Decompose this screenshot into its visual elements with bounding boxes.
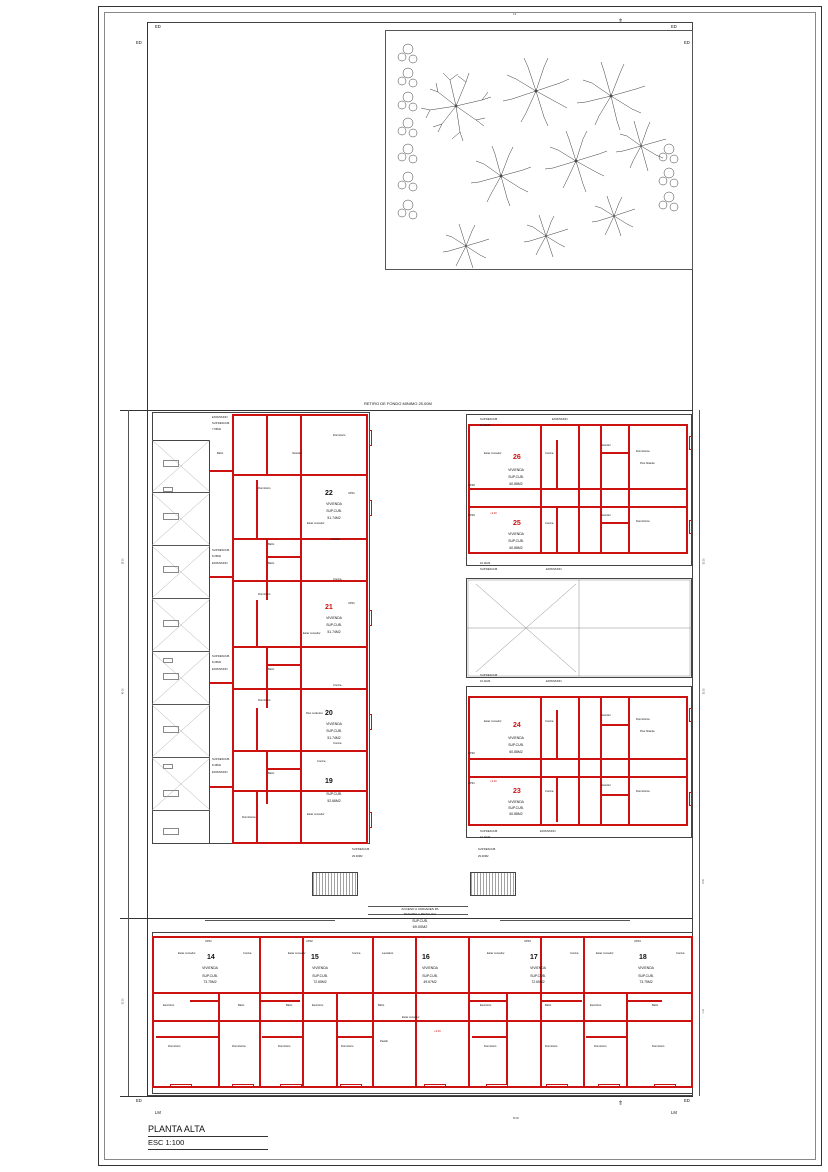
corner-mark-ed-2: ED xyxy=(671,24,677,29)
unit-25-room-cocina: Cocina xyxy=(545,522,554,525)
unit-22-room-bano-2: Baño xyxy=(217,452,224,455)
unit-25-area: 60.88M2 xyxy=(509,546,523,550)
south-window-5 xyxy=(424,1084,446,1087)
east-wall-h-a xyxy=(600,452,628,454)
right-dim-1: 50.00 xyxy=(703,558,706,565)
unit-number-17: 17 xyxy=(530,954,538,961)
east-terrace-value-1: 16.11M2 xyxy=(480,424,491,427)
unit-20-room-dorm: Dormitorio xyxy=(258,699,271,702)
west-window-4 xyxy=(369,714,372,730)
east-s-wall-v-3 xyxy=(578,696,580,826)
north-arrow-bottom: ⇑ xyxy=(618,1101,624,1107)
unit-number-16: 16 xyxy=(422,954,430,961)
unit-number-18: 18 xyxy=(639,954,647,961)
corner-mark-ed-3: ED xyxy=(136,40,142,45)
unit-26-area-label: SUP.CUB. xyxy=(508,475,524,479)
unit-19-area-label: SUP.CUB. xyxy=(326,792,342,796)
unit-25-door-tag: UP29 xyxy=(468,514,475,517)
east-s-wall-h-mid xyxy=(468,758,688,760)
unit-23-area: 60.88M2 xyxy=(509,812,523,816)
corner-mark-lm-1: LM xyxy=(155,1110,161,1115)
east-window-4 xyxy=(689,792,692,806)
unit-17-room-dorm-2: Dormitorio xyxy=(545,1045,558,1048)
unit-15-room-cocina: Cocina xyxy=(352,952,361,955)
unit-22-kind: VIVIENDA xyxy=(326,502,342,506)
west-terrace-label-2: SUP.DESCUB. xyxy=(212,549,230,552)
unit-17-door-tag: UP03 xyxy=(524,940,531,943)
unit-20-kind: VIVIENDA xyxy=(326,722,342,726)
east-wall-h-top xyxy=(468,424,688,426)
west-terrace-label-4: SUP.DESCUB. xyxy=(212,758,230,761)
unit-20-room-piso: Piso cerámico xyxy=(306,712,323,715)
east-wall-v-8 xyxy=(556,508,558,552)
unit-14-area: 73.75M2 xyxy=(203,980,217,984)
unit-22-room-dorm: Dormitorio xyxy=(258,487,271,490)
west-terrace-label-3: SUP.DESCUB. xyxy=(212,655,230,658)
unit-15-room-dorm-2: Dormitorio xyxy=(341,1045,354,1048)
east-wall-h-mid xyxy=(468,488,688,490)
south-window-3 xyxy=(280,1084,302,1087)
unit-14-room-bano: Baño xyxy=(238,1004,245,1007)
south-wall-h-a xyxy=(190,1000,218,1002)
unit-15-room-bano: Baño xyxy=(286,1004,293,1007)
unit-18-room-cocina: Cocina xyxy=(676,952,685,955)
west-terrace-tag-3: EXPANSION xyxy=(212,668,228,671)
west-wall-h-3 xyxy=(232,580,368,582)
unit-17-room-escritorio: Escritorio xyxy=(480,1004,492,1007)
south-wall-h-g xyxy=(262,1036,302,1038)
unit-number-21: 21 xyxy=(325,604,333,611)
dim-line-south xyxy=(120,1096,693,1097)
south-wall-h-b xyxy=(260,1000,300,1002)
unit-24-room-piso: Piso flotante xyxy=(640,730,655,733)
south-wall-h-mid2 xyxy=(152,1020,693,1022)
south-wall-v-6 xyxy=(540,936,542,1088)
unit-14-room-cocina: Cocina xyxy=(243,952,252,955)
unit-22-room-bano: Baño xyxy=(268,543,275,546)
unit-14-room-dorm-2: Dormitorios xyxy=(232,1045,246,1048)
south-window-2 xyxy=(232,1084,254,1087)
south-wall-h-e xyxy=(628,1000,662,1002)
west-wall-stub-3 xyxy=(210,682,234,684)
unit-24-kind: VIVIENDA xyxy=(508,736,524,740)
west-wall-v-left xyxy=(232,414,234,844)
south-wall-h-i xyxy=(472,1036,506,1038)
east-s-wall-v-6 xyxy=(686,696,688,826)
unit-15-room-dorm: Dormitorio xyxy=(278,1045,291,1048)
access-note-2: PASARELA METALICA xyxy=(403,912,437,916)
unit-24-room-estar: Estar comedor xyxy=(484,720,502,723)
courtyard-value-1: 29.30M2 xyxy=(352,855,363,858)
east-terrace-tag-4: EXPANSION xyxy=(540,830,556,833)
south-wall-v-9 xyxy=(218,994,220,1086)
unit-16-kind: VIVIENDA xyxy=(422,966,438,970)
unit-17-area-label: SUP.CUB. xyxy=(530,974,546,978)
unit-15-area-label: SUP.CUB. xyxy=(312,974,328,978)
north-arrow-top: ⇑ xyxy=(618,19,624,25)
unit-19-room-estar: Estar comedor xyxy=(307,813,325,816)
west-window-2 xyxy=(369,500,372,516)
left-dim-3: 50.00 xyxy=(122,998,125,1005)
west-wall-v-bath2 xyxy=(256,600,258,646)
unit-26-room-piso: Piso flotante xyxy=(640,462,655,465)
west-wall-h-4 xyxy=(232,646,368,648)
unit-17-kind: VIVIENDA xyxy=(530,966,546,970)
unit-25-room-dormitorios: Dormitorios xyxy=(636,520,650,523)
unit-21-door-tag: UP01 xyxy=(348,602,355,605)
unit-18-area-label: SUP.CUB. xyxy=(638,974,654,978)
east-s-wall-h-mid2 xyxy=(468,776,688,778)
unit-24-room-dormitorios: Dormitorios xyxy=(636,718,650,721)
access-area-label: SUP.CUB. xyxy=(412,919,428,923)
unit-number-14: 14 xyxy=(207,954,215,961)
east-terrace-value-2: 16.11M2 xyxy=(480,562,491,565)
unit-22-room-estar: Estar comedor xyxy=(307,522,325,525)
south-window-6 xyxy=(486,1084,508,1087)
unit-22-door-tag: UP01 xyxy=(348,492,355,495)
east-window-1 xyxy=(689,436,692,450)
access-note-1: ACCESO A UNIDADES PA xyxy=(401,907,439,911)
bottom-dimension: 50.00 xyxy=(513,1118,519,1120)
west-wall-stub-1 xyxy=(210,470,234,472)
unit-number-15: 15 xyxy=(311,954,319,961)
south-window-8 xyxy=(598,1084,620,1087)
unit-22-room-vestidor: Vestidor xyxy=(292,452,302,455)
south-wall-h-mid xyxy=(152,992,693,994)
unit-26-area: 60.88M2 xyxy=(509,482,523,486)
unit-21-room-cocina: Cocina xyxy=(333,578,342,581)
unit-14-room-dorm: Dormitorio xyxy=(168,1045,181,1048)
unit-number-23: 23 xyxy=(513,788,521,795)
west-wall-v-bath4 xyxy=(256,792,258,842)
right-dim-3: 6.00 xyxy=(702,879,705,884)
unit-26-kind: VIVIENDA xyxy=(508,468,524,472)
unit-25-area-label: SUP.CUB. xyxy=(508,539,524,543)
west-wall-h-bottom xyxy=(232,842,368,844)
west-wall-h-6 xyxy=(232,750,368,752)
south-guide-left xyxy=(205,920,335,921)
unit-18-room-bano: Baño xyxy=(652,1004,659,1007)
unit-18-room-dorm: Dormitorio xyxy=(594,1045,607,1048)
dim-chain-left xyxy=(128,410,129,1096)
unit-21-area: 51.74M2 xyxy=(327,630,341,634)
unit-21-kind: VIVIENDA xyxy=(326,616,342,620)
stair-east xyxy=(470,872,516,896)
south-wall-v-11 xyxy=(506,994,508,1086)
unit-19-room-cocina: Cocina xyxy=(317,760,326,763)
west-terrace-value-4: 8.46M2 xyxy=(212,764,221,767)
east-terrace-value-4: 16.11M2 xyxy=(480,836,491,839)
unit-20-area-label: SUP.CUB. xyxy=(326,729,342,733)
east-terrace-tag-3: EXPANSION xyxy=(546,680,562,683)
courtyard-label-1: SUP.DESCUB. xyxy=(352,848,370,851)
east-s-wall-v-1 xyxy=(468,696,470,826)
unit-15-door-tag: UP02 xyxy=(306,940,313,943)
unit-14-door-tag: UP01 xyxy=(205,940,212,943)
unit-number-19: 19 xyxy=(325,778,333,785)
unit-20-room-bano: Baño xyxy=(268,668,275,671)
unit-24-area-label: SUP.CUB. xyxy=(508,743,524,747)
east-terrace-label-1: SUP.DESCUB. xyxy=(480,418,498,421)
unit-17-room-estar: Estar comedor xyxy=(487,952,505,955)
title-rule-1 xyxy=(148,1136,268,1137)
west-wall-cross-3 xyxy=(268,768,302,770)
south-wall-v-12 xyxy=(626,994,628,1086)
unit-16-room-lavadero: Lavadero xyxy=(382,952,394,955)
west-window-3 xyxy=(369,610,372,626)
east-s-wall-h-a xyxy=(600,724,628,726)
unit-25-level-mark: +3.00 xyxy=(490,512,497,515)
drawing-title: PLANTA ALTA xyxy=(148,1124,206,1134)
south-wall-v-5 xyxy=(468,936,470,1088)
unit-24-room-cocina: Cocina xyxy=(545,720,554,723)
unit-15-room-escritorio: Escritorio xyxy=(312,1004,324,1007)
unit-24-room-vestidor: Vestidor xyxy=(601,714,611,717)
south-wall-h-h xyxy=(338,1036,372,1038)
unit-17-room-dorm: Dormitorio xyxy=(484,1045,497,1048)
unit-23-door-tag: UP31 xyxy=(468,782,475,785)
unit-15-kind: VIVIENDA xyxy=(312,966,328,970)
unit-21-room-estar: Estar comedor xyxy=(303,632,321,635)
unit-number-20: 20 xyxy=(325,710,333,717)
corner-mark-ed-1: ED xyxy=(155,24,161,29)
unit-18-room-escritorio: Escritorio xyxy=(590,1004,602,1007)
rear-setback-note: RETIRO DE FONDO MINIMO 25.00M xyxy=(364,401,432,406)
west-terrace-label-1: SUP.DESCUB. xyxy=(212,422,230,425)
unit-18-room-estar: Estar comedor xyxy=(596,952,614,955)
east-terrace-label-3: SUP.DESCUB. xyxy=(480,674,498,677)
corner-mark-ed-5: ED xyxy=(136,1098,142,1103)
unit-14-room-escritorio: Escritorio xyxy=(163,1004,175,1007)
west-terrace-value-1: 7.56M2 xyxy=(212,428,221,431)
south-guide-right xyxy=(500,920,630,921)
unit-19-area: 52.66M2 xyxy=(327,799,341,803)
unit-19-room-dorm: Dormitorios xyxy=(242,816,256,819)
south-wall-v-0 xyxy=(152,936,154,1088)
unit-20-room-cocina-2: Cocina xyxy=(333,742,342,745)
west-window-5 xyxy=(369,812,372,828)
unit-23-room-dormitorios: Dormitorios xyxy=(636,790,650,793)
west-wall-v-bath3 xyxy=(256,708,258,750)
east-wall-h-mid2 xyxy=(468,506,688,508)
south-wall-h-c xyxy=(470,1000,506,1002)
east-window-2 xyxy=(689,520,692,534)
south-wall-v-3 xyxy=(372,936,374,1088)
dim-line-north xyxy=(120,410,693,411)
east-terrace-value-3: 16.11M2 xyxy=(480,680,491,683)
gallery-diagonals xyxy=(152,440,210,844)
unit-24-door-tag: UP30 xyxy=(468,752,475,755)
unit-22-area: 51.74M2 xyxy=(327,516,341,520)
unit-16-area-label: SUP.CUB. xyxy=(422,974,438,978)
unit-16-area: 49.67M2 xyxy=(423,980,437,984)
east-s-wall-v-8 xyxy=(556,778,558,822)
unit-26-room-vestidor: Vestidor xyxy=(601,444,611,447)
west-terrace-value-2: 8.26M2 xyxy=(212,555,221,558)
south-window-7 xyxy=(546,1084,568,1087)
corner-mark-ed-6: ED xyxy=(684,1098,690,1103)
west-wall-h-5 xyxy=(232,688,368,690)
south-wall-v-10 xyxy=(336,994,338,1086)
south-wall-v-2 xyxy=(302,936,304,1088)
south-window-1 xyxy=(170,1084,192,1087)
south-wall-v-7 xyxy=(583,936,585,1088)
unit-24-area: 60.88M2 xyxy=(509,750,523,754)
dim-line-west xyxy=(147,22,148,1096)
unit-14-room-estar: Estar comedor xyxy=(178,952,196,955)
courtyard-crossing xyxy=(466,578,692,678)
east-s-wall-h-bottom xyxy=(468,824,688,826)
unit-22-room-dormitorio-b: Dormitorio xyxy=(333,434,346,437)
unit-25-room-vestidor: Vestidor xyxy=(601,514,611,517)
east-s-wall-v-7 xyxy=(556,710,558,758)
unit-16-level-mark: +3.00 xyxy=(434,1030,441,1033)
unit-16-room-estar: Estar comedor xyxy=(402,1016,420,1019)
unit-22-area-label: SUP.CUB. xyxy=(326,509,342,513)
unit-19-room-bano: Baño xyxy=(268,772,275,775)
west-wall-h-top xyxy=(232,414,368,416)
east-terrace-label-4: SUP.DESCUB. xyxy=(480,830,498,833)
unit-number-25: 25 xyxy=(513,520,521,527)
west-terrace-tag-2: EXPANSION xyxy=(212,562,228,565)
unit-23-area-label: SUP.CUB. xyxy=(508,806,524,810)
top-dimension: 0.0 xyxy=(513,14,517,16)
south-wall-v-1 xyxy=(259,936,261,1088)
west-wall-stub-4 xyxy=(210,786,234,788)
unit-26-room-cocina: Cocina xyxy=(545,452,554,455)
title-block xyxy=(148,1124,268,1156)
unit-18-door-tag: UP04 xyxy=(634,940,641,943)
unit-16-room-pasillo: Pasillo xyxy=(380,1040,388,1043)
unit-23-level-mark: +3.00 xyxy=(490,780,497,783)
unit-15-area: 72.65M2 xyxy=(313,980,327,984)
east-s-wall-h-b xyxy=(600,794,628,796)
south-wall-h-f xyxy=(156,1036,218,1038)
unit-number-26: 26 xyxy=(513,454,521,461)
left-dim-1: 28.00 xyxy=(122,558,125,565)
west-wall-h-1 xyxy=(232,474,368,476)
unit-15-room-estar: Estar comedor xyxy=(288,952,306,955)
south-wall-h-top xyxy=(152,936,693,938)
west-wall-stub-2 xyxy=(210,576,234,578)
south-window-4 xyxy=(340,1084,362,1087)
unit-17-area: 72.65M2 xyxy=(531,980,545,984)
unit-18-area: 73.75M2 xyxy=(639,980,653,984)
unit-14-area-label: SUP.CUB. xyxy=(202,974,218,978)
east-wall-v-7 xyxy=(556,440,558,488)
stair-west xyxy=(312,872,358,896)
south-wall-h-d xyxy=(542,1000,582,1002)
corner-mark-ed-4: ED xyxy=(684,40,690,45)
west-wall-v-mid5 xyxy=(300,414,302,844)
east-terrace-tag-1: EXPANSION xyxy=(552,418,568,421)
landscape-area xyxy=(385,30,693,270)
south-window-9 xyxy=(654,1084,676,1087)
unit-20-area: 51.74M2 xyxy=(327,736,341,740)
unit-21-room-dorm: Dormitorio xyxy=(258,593,271,596)
west-wall-cross-1 xyxy=(268,556,302,558)
east-wall-h-bottom xyxy=(468,552,688,554)
east-terrace-label-2: SUP.DESCUB. xyxy=(480,568,498,571)
right-dim-4: 1.10 xyxy=(702,1009,705,1014)
unit-number-24: 24 xyxy=(513,722,521,729)
dim-chain-right xyxy=(699,410,700,1096)
west-wall-v-mid2 xyxy=(266,540,268,600)
unit-17-room-bano: Baño xyxy=(545,1004,552,1007)
east-window-3 xyxy=(689,708,692,722)
unit-18-kind: VIVIENDA xyxy=(638,966,654,970)
unit-22-room-cocina: Cocina xyxy=(331,538,340,541)
west-wall-cross-2 xyxy=(268,664,302,666)
unit-26-door-tag: UP28 xyxy=(468,484,475,487)
unit-23-room-vestidor: Vestidor xyxy=(601,784,611,787)
unit-23-room-cocina: Cocina xyxy=(545,790,554,793)
tree-cluster-icon xyxy=(386,31,693,270)
unit-18-room-dorm-2: Dormitorio xyxy=(652,1045,665,1048)
courtyard-label-2: SUP.DESCUB. xyxy=(478,848,496,851)
west-wall-v-right xyxy=(366,414,368,844)
unit-23-kind: VIVIENDA xyxy=(508,800,524,804)
west-window-1 xyxy=(369,430,372,446)
access-area-value: 69.00M2 xyxy=(412,925,428,929)
unit-26-room-estar: Estar comedor xyxy=(484,452,502,455)
unit-20-room-cocina: Cocina xyxy=(333,684,342,687)
south-wall-h-j xyxy=(586,1036,626,1038)
right-dim-2: 50.00 xyxy=(703,688,706,695)
south-wall-v-4 xyxy=(415,936,417,1088)
west-terrace-tag-1: EXPANSION xyxy=(212,416,228,419)
unit-21-room-bano: Baño xyxy=(268,562,275,565)
west-terrace-value-3: 8.26M2 xyxy=(212,661,221,664)
unit-14-kind: VIVIENDA xyxy=(202,966,218,970)
east-wall-h-b xyxy=(600,522,628,524)
east-s-wall-h-top xyxy=(468,696,688,698)
east-terrace-tag-2: EXPANSION xyxy=(546,568,562,571)
left-dim-2: 40.00 xyxy=(122,688,125,695)
west-wall-v-mid4 xyxy=(266,752,268,804)
title-rule-2 xyxy=(148,1149,268,1150)
corner-mark-lm-2: LM xyxy=(671,1110,677,1115)
unit-21-area-label: SUP.CUB. xyxy=(326,623,342,627)
unit-number-22: 22 xyxy=(325,490,333,497)
west-wall-h-2 xyxy=(232,538,368,540)
south-wall-v-8 xyxy=(691,936,693,1088)
unit-25-kind: VIVIENDA xyxy=(508,532,524,536)
east-s-wall-v-5 xyxy=(628,696,630,826)
unit-17-room-cocina: Cocina xyxy=(570,952,579,955)
drawing-scale: ESC 1:100 xyxy=(148,1138,185,1147)
west-terrace-tag-4: EXPANSION xyxy=(212,771,228,774)
west-wall-v-mid1 xyxy=(266,414,268,476)
courtyard-value-2: 29.30M2 xyxy=(478,855,489,858)
unit-16-room-bano: Baño xyxy=(378,1004,385,1007)
unit-26-room-dormitorios: Dormitorios xyxy=(636,450,650,453)
